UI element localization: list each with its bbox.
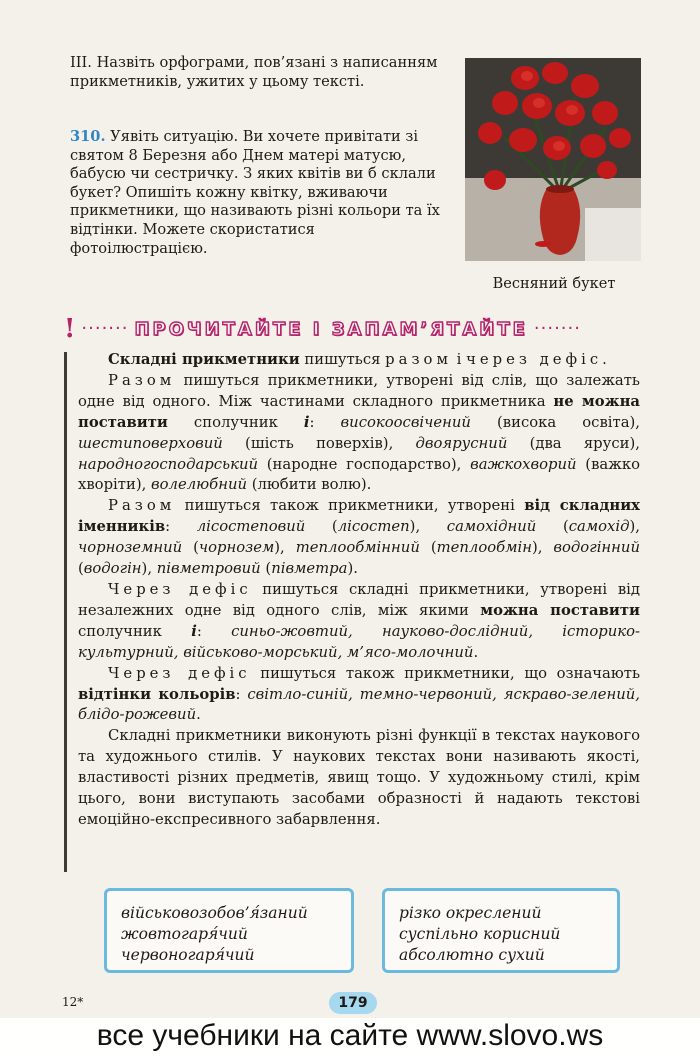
header-dots-left: ·······: [81, 318, 129, 339]
page-number: 179: [329, 992, 377, 1014]
site-banner: все учебники на сайте www.slovo.ws: [0, 1018, 700, 1054]
box-word: жовтогаря́чий: [121, 925, 248, 943]
rule-paragraph-5: Через дефіс пишуться також прикметники, що означають відтінки кольорів: світло-синій, темно-червоний, яскраво-зелений, блідо-рожевий.: [78, 664, 640, 724]
rule-paragraph-2: Разом пишуться прикметники, утворені від слів, що залежать одне від одного. Між частинами складного прикметника не можна поставити сполучник і: високоосвічений (висока освіта), шестиповерховий (шість поверхів), двоярусний (два яруси), народногосподарський (народне господарство), важкохворий (важко хворіти), волелюбний (любити волю).: [78, 371, 640, 494]
phrases-box: [382, 888, 620, 973]
header-dots-right: ·······: [533, 318, 581, 339]
task-310-number: 310.: [70, 128, 106, 145]
printer-signature: 12*: [62, 995, 84, 1009]
task-iii: [70, 54, 440, 91]
rule-title: ПРОЧИТАЙТЕ І ЗАПАМ’ЯТАЙТЕ: [134, 318, 528, 340]
task-310-text: Уявіть ситуацію. Ви хочете привітати зі святом 8 Березня або Днем матері матусю, бабусю чи сестричку. З яких квітів ви б склали букет? Опишіть кожну квітку, вживаючи прикметники, що називають різні кольори та їх відтінки. Можете скористатися фотоілюстрацією.: [70, 128, 440, 257]
box-word: військовозобов’я́заний: [121, 904, 308, 922]
exclamation-icon: !: [64, 314, 76, 344]
rule-paragraph-3: Разом пишуться також прикметники, утворені від складних іменників: лісостеповий (лісостеп), самохідний (самохід), чорноземний (чорнозем), теплообмінний (теплообмін), водогінний (водогін), півметровий (півметра).: [78, 497, 640, 578]
rule-header: [64, 314, 644, 344]
rule-paragraph-6: Складні прикметники виконують різні функції в текстах наукового та художнього стилів. У наукових текстах вони називають якості, властивості різних предметів, явищ тощо. У художньому стилі, крім цього, вони виступають засобами образності й надають текстові емоційно-експресивного забарвлення.: [78, 727, 640, 828]
compound-adjectives-box: [104, 888, 354, 973]
task-iii-text: III. Назвіть орфограми, пов’язані з написанням прикметників, ужитих у цьому тексті.: [70, 54, 438, 90]
box-phrase: суспільно корисний: [399, 925, 561, 943]
flower-bouquet-photo: [465, 58, 641, 261]
photo-caption: Весняний букет: [492, 276, 616, 292]
rule-paragraph-4: Через дефіс пишуться складні прикметники, утворені від незалежних одне від одного слів, між якими можна поставити сполучник і: синьо-жовтий, науково-дослідний, історико-культурний, військово-морський, м’ясо-молочний.: [78, 580, 640, 661]
bouquet-illustration: [465, 58, 641, 261]
rule-body: [78, 350, 640, 831]
box-word: червоногаря́чий: [121, 946, 255, 964]
rule-side-bar: [64, 352, 67, 872]
rule-paragraph-1: Складні прикметники пишуться разом і через дефіс.: [108, 351, 607, 368]
task-310: [70, 128, 440, 258]
box-phrase: абсолютно сухий: [399, 946, 545, 964]
box-phrase: різко окреслений: [399, 904, 542, 922]
